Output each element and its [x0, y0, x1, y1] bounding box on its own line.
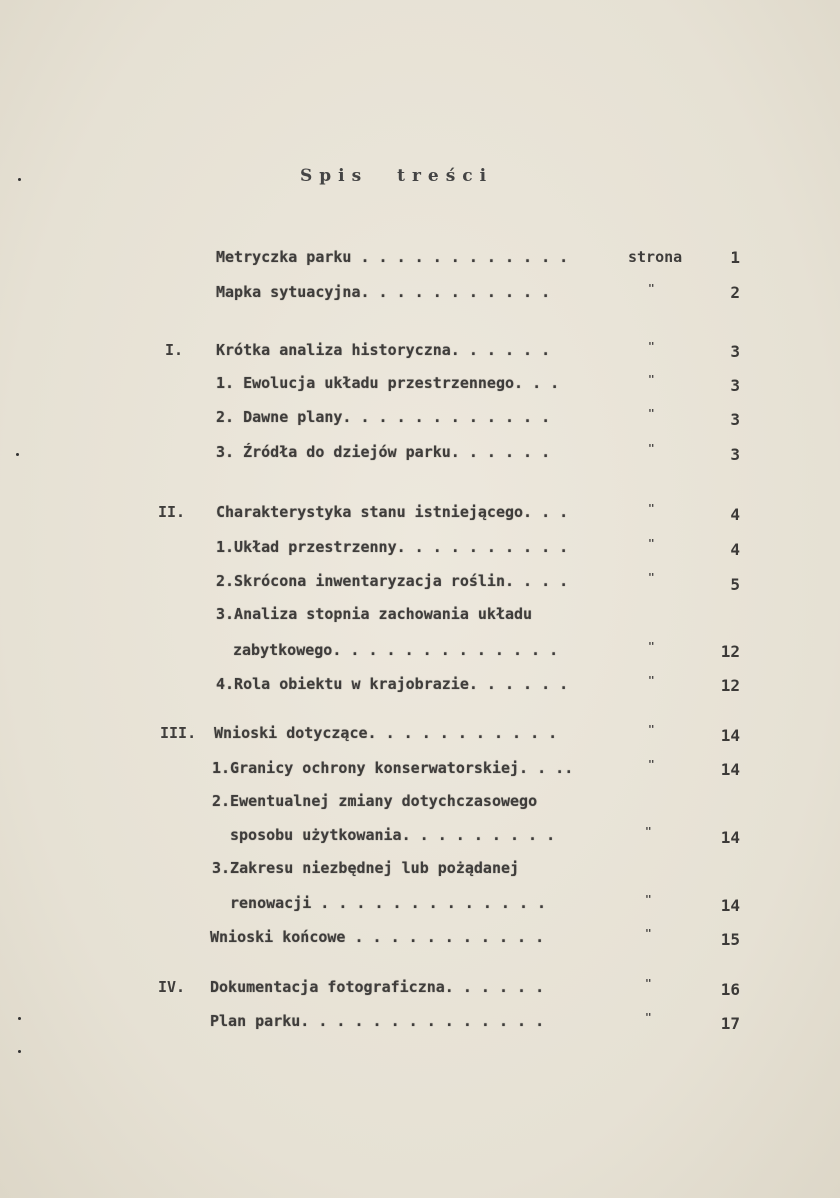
margin-mark: [18, 1017, 21, 1020]
toc-entry-ditto: ": [648, 674, 655, 687]
toc-entry-ditto: ": [645, 893, 652, 906]
toc-entry-page: 4: [730, 540, 740, 559]
toc-entry-text: Plan parku. . . . . . . . . . . . . .: [210, 1012, 545, 1030]
toc-entry-text: Metryczka parku . . . . . . . . . . . .: [216, 248, 569, 266]
toc-entry-text: Dokumentacja fotograficzna. . . . . .: [210, 978, 545, 996]
toc-entry-text: 1. Ewolucja układu przestrzennego. . .: [216, 374, 560, 392]
toc-entry-page: 12: [720, 642, 740, 661]
toc-entry-text: 3.Analiza stopnia zachowania układu: [216, 605, 533, 623]
toc-section-number: IV.: [158, 978, 186, 996]
toc-entry-page: 16: [720, 980, 740, 999]
toc-entry-text: Wnioski końcowe . . . . . . . . . . .: [210, 928, 545, 946]
toc-entry-page: 12: [720, 676, 740, 695]
toc-entry-text: renowacji . . . . . . . . . . . . .: [230, 894, 547, 912]
toc-entry-text: zabytkowego. . . . . . . . . . . . .: [233, 641, 559, 659]
toc-entry-text: 2.Skrócona inwentaryzacja roślin. . . .: [216, 572, 569, 590]
toc-entry-ditto: ": [648, 758, 655, 771]
toc-entry-ditto: ": [648, 442, 655, 455]
toc-entry-page: 3: [730, 376, 740, 395]
toc-entry-ditto: ": [648, 282, 655, 295]
toc-entry-ditto: ": [648, 502, 655, 515]
toc-entry-text: 2. Dawne plany. . . . . . . . . . . .: [216, 408, 551, 426]
toc-entry-ditto: ": [648, 571, 655, 584]
toc-entry-text: sposobu użytkowania. . . . . . . . .: [230, 826, 556, 844]
toc-entry-text: Charakterystyka stanu istniejącego. . .: [216, 503, 569, 521]
margin-mark: [16, 453, 19, 456]
toc-entry-page: 4: [730, 505, 740, 524]
margin-mark: [18, 178, 21, 181]
toc-entry-text: 4.Rola obiektu w krajobrazie. . . . . .: [216, 675, 569, 693]
toc-entry-ditto: ": [648, 407, 655, 420]
toc-entry-text: 2.Ewentualnej zmiany dotychczasowego: [212, 792, 538, 810]
toc-entry-page: 3: [730, 410, 740, 429]
toc-entry-ditto: ": [648, 640, 655, 653]
toc-entry-page: 5: [730, 575, 740, 594]
toc-entry-ditto: ": [645, 1011, 652, 1024]
toc-entry-text: 1.Układ przestrzenny. . . . . . . . . .: [216, 538, 569, 556]
toc-entry-text: Mapka sytuacyjna. . . . . . . . . . .: [216, 283, 551, 301]
toc-entry-page: 1: [730, 248, 740, 267]
toc-entry-text: Wnioski dotyczące. . . . . . . . . . .: [214, 724, 558, 742]
page-title: Spis treści: [300, 166, 494, 186]
toc-entry-page: 14: [720, 896, 740, 915]
toc-entry-text: Krótka analiza historyczna. . . . . .: [216, 341, 551, 359]
toc-entry-page: 3: [730, 342, 740, 361]
toc-entry-page: 14: [720, 760, 740, 779]
toc-entry-ditto: ": [648, 373, 655, 386]
toc-entry-ditto: ": [645, 977, 652, 990]
toc-entry-page: 17: [720, 1014, 740, 1033]
toc-entry-page: 14: [720, 828, 740, 847]
toc-section-number: I.: [165, 341, 184, 359]
toc-entry-text: 1.Granicy ochrony konserwatorskiej. . ..: [212, 759, 574, 777]
toc-entry-ditto: ": [648, 537, 655, 550]
toc-entry-text: 3.Zakresu niezbędnej lub pożądanej: [212, 859, 520, 877]
toc-entry-ditto: ": [648, 723, 655, 736]
toc-entry-ditto: ": [648, 340, 655, 353]
toc-entry-ditto: ": [645, 927, 652, 940]
toc-entry-label: strona: [628, 248, 683, 266]
toc-entry-page: 2: [730, 283, 740, 302]
toc-entry-page: 3: [730, 445, 740, 464]
toc-section-number: III.: [160, 724, 197, 742]
toc-entry-ditto: ": [645, 825, 652, 838]
toc-entry-page: 14: [720, 726, 740, 745]
toc-entry-text: 3. Źródła do dziejów parku. . . . . .: [216, 443, 551, 461]
margin-mark: [18, 1050, 21, 1053]
toc-section-number: II.: [158, 503, 186, 521]
toc-entry-page: 15: [720, 930, 740, 949]
